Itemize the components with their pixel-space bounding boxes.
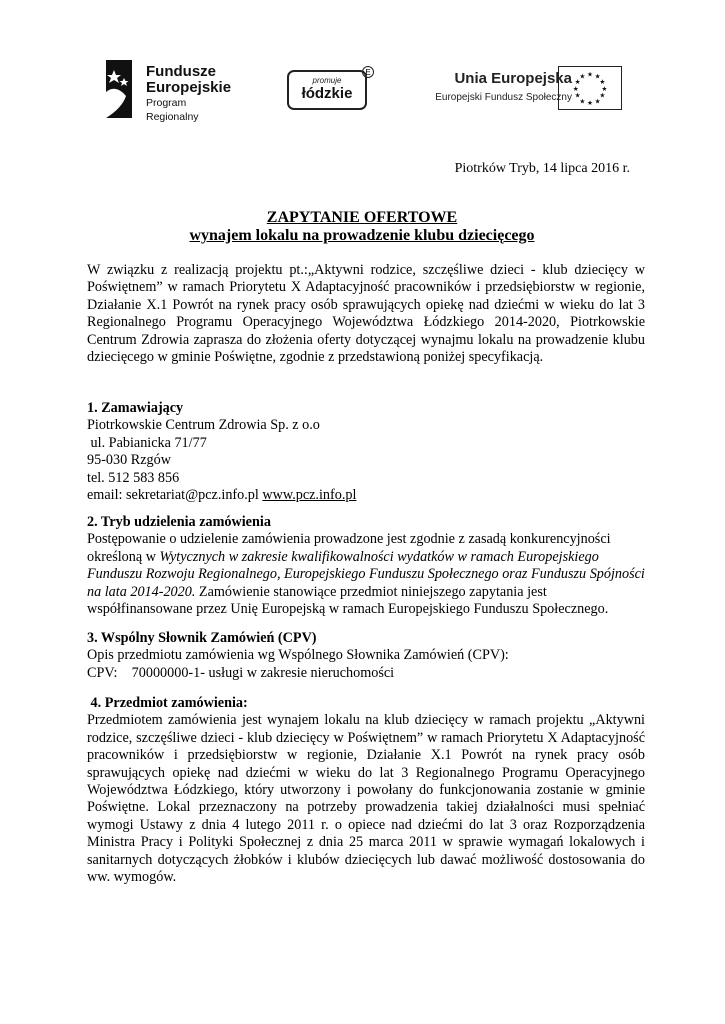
s4-heading: 4. Przedmiot zamówienia: [87,695,248,711]
s1-name: Piotrkowskie Centrum Zdrowia Sp. z o.o [87,417,320,434]
s1-tel: tel. 512 583 856 [87,469,180,486]
section-tryb [87,514,645,618]
svg-text:★: ★ [587,99,593,108]
svg-text:★: ★ [599,91,606,100]
svg-text:★: ★ [574,78,581,87]
promuje-lodzkie-logo [287,70,367,110]
lodzkie-text: łódzkie [301,85,353,102]
s1-street: ul. Pabianicka 71/77 [87,434,207,451]
svg-text:★: ★ [601,84,608,93]
s1-heading: 1. Zamawiający [87,400,184,416]
promuje-text: promuje [312,76,342,85]
fe-stars-icon [100,58,136,120]
s2-paragraph [87,531,645,618]
svg-text:★: ★ [587,70,593,79]
s3-line2: CPV: 70000000-1- usługi w zakresie nieruchomości [87,664,395,681]
document-title [87,209,637,245]
s2-text-italic: Wytycznych w zakresie kwalifikowalności wydatków w ramach Europejskiego Funduszu Rozwoju Regionalnego, Europejskiego Funduszu Społecznego oraz Funduszu Spójności na lata 2014-2020. [87,548,645,600]
intro-paragraph: W związku z realizacją projektu pt.:„Aktywni rodzice, szczęśliwe dzieci - klub dziecięcy w Poświętnem” w ramach Priorytetu X Adaptacyjność pracowników i przedsiębiorstw w regionie, Działanie X.1 Powrót na rynek pracy osób sprawujących opiekę nad dziećmi w wieku do lat 3 Regionalnego Programu Operacyjnego Województwa Łódzkiego 2014-2020, Piotrkowskie Centrum Zdrowia zaprasza do złożenia oferty dotyczącej wynajmu lokalu na prowadzenie klubu dziecięcego w gminie Poświętne, zgodnie z przedstawioną poniżej specyfikacją. [87,262,645,366]
eu-flag-icon [558,66,622,110]
svg-text:★: ★ [579,97,586,106]
svg-text:★: ★ [599,78,606,87]
svg-text:★: ★ [572,84,579,93]
s2-heading: 2. Tryb udzielenia zamówienia [87,514,271,530]
header-logos [100,56,625,122]
title-line1: ZAPYTANIE OFERTOWE [266,209,458,226]
intro-section [87,262,645,366]
s1-city: 95-030 Rzgów [87,452,171,469]
svg-text:★: ★ [594,97,601,106]
ue-title: Unia Europejska [454,70,572,87]
s4-paragraph: Przedmiotem zamówienia jest wynajem lokalu na klub dziecięcy w ramach projektu „Aktywni rodzice, szczęśliwe dzieci - klub dziecięcy w Poświętnem” w ramach Priorytetu X Adaptacyjność pracowników i przedsiębiorstw w regionie, Działanie X.1 Powrót na rynek pracy osób sprawujących opiekę nad dziećmi w wieku do lat 3 Regionalnego Programu Operacyjnego Województwa Łódzkiego, który utworzony i powołany do funkcjonowania zostanie w gminie Poświętne. Lokal przeznaczony na potrzeby prowadzenia takiej działalności musi spełniać wymogi Ustawy z dnia 4 lutego 2011 r. o opiece nad dziećmi do lat 3 oraz Rozporządzenia Ministra Pracy i Polityki Społecznej z dnia 25 marca 2011 w sprawie wymagań lokalowych i sanitarnych dotyczących żłobków i klubów dziecięcych lub dawać możliwość dostosowania do ww. wymogów. [87,712,645,886]
s1-email-line [87,487,645,504]
ue-subtitle: Europejski Fundusz Społeczny [435,92,572,103]
svg-text:★: ★ [579,72,586,81]
unia-europejska-text [406,70,572,104]
s3-line1: Opis przedmiotu zamówienia wg Wspólnego Słownika Zamówień (CPV): [87,647,509,664]
fe-line3: Program Regionalny [146,97,199,123]
fe-line2: Europejskie [146,79,232,96]
s1-www-link[interactable]: www.pcz.info.pl [262,487,357,504]
svg-text:★: ★ [574,91,581,100]
section-cpv [87,630,645,682]
document-date: Piotrków Tryb, 14 lipca 2016 r. [454,161,630,176]
title-line2: wynajem lokalu na prowadzenie klubu dziecięcego [189,227,535,244]
section-zamawiajacy [87,400,645,504]
svg-text:★: ★ [594,72,601,81]
fe-line1: Fundusze [146,63,216,80]
s1-email: email: sekretariat@pcz.info.pl [87,487,263,504]
s2-text-a: Postępowanie o udzielenie zamówienia prowadzone jest zgodnie z zasadą konkurencyjności określoną w [87,531,611,565]
s3-heading: 3. Wspólny Słownik Zamówień (CPV) [87,630,317,646]
section-przedmiot [87,695,645,886]
s2-text-b: Zamówienie stanowiące przedmiot niniejszego zapytania jest współfinansowane przez Unię Europejską w ramach Europejskiego Funduszu Społecznego. [87,583,609,618]
fe-logo-text [146,64,231,124]
lodzkie-e-mark: E [362,66,374,78]
